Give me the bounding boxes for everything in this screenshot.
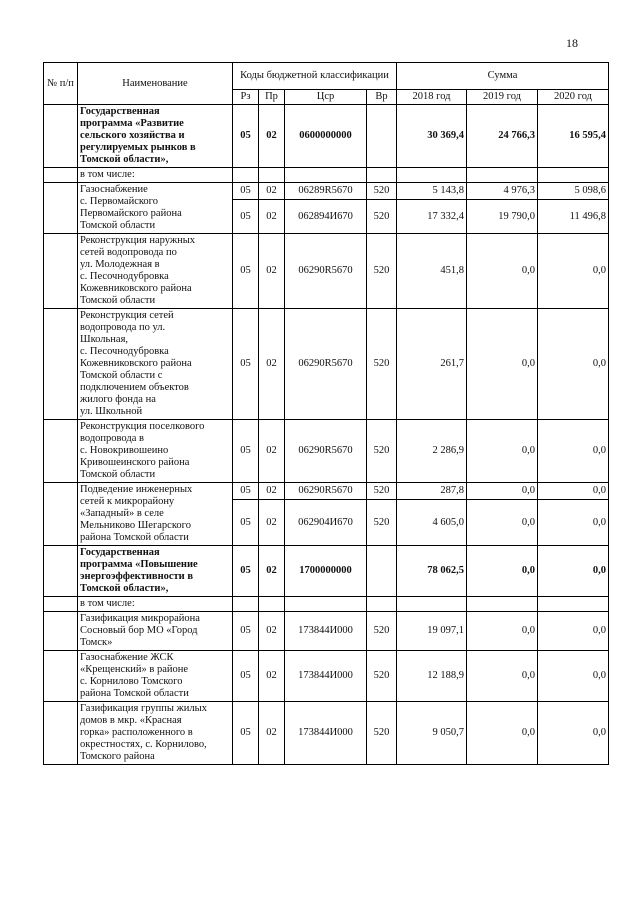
table-row: Газификация микрорайона Сосновый бор МО «Город Томск» 05 02 173844И000 520 19 097,1 0,0 0,0 — [44, 612, 609, 651]
header-2020: 2020 год — [538, 90, 609, 105]
table-row: Реконструкция поселкового водопровода в с. Новокривошеино Кривошеинского района Томской области 05 02 06290R5670 520 2 286,9 0,0 0,0 — [44, 420, 609, 483]
item-name: Реконструкция наружных сетей водопровода по ул. Молодежная в с. Песочнодубровка Кожевниковского района Томской области — [78, 234, 233, 309]
page-number: 18 — [566, 36, 578, 50]
table-row: 05 02 062904И670 520 4 605,0 0,0 0,0 — [44, 500, 609, 546]
header-2019: 2019 год — [467, 90, 538, 105]
item-name: Реконструкция сетей водопровода по ул. Школьная, с. Песочнодубровка Кожевниковского района Томской области с подключением объектов жилого фонда на ул. Школьной — [78, 309, 233, 420]
including-label: в том числе: — [78, 597, 233, 612]
table-row: Реконструкция наружных сетей водопровода по ул. Молодежная в с. Песочнодубровка Кожевниковского района Томской области 05 02 06290R5670 520 451,8 0,0 0,0 — [44, 234, 609, 309]
program-name: Государственная программа «Повышение энергоэффективности в Томской области», — [78, 546, 233, 597]
table-row: Газоснабжение ЖСК «Крещенский» в районе с. Корнилово Томского района Томской области 05 02 173844И000 520 12 188,9 0,0 0,0 — [44, 651, 609, 702]
header-codes: Коды бюджетной классификации — [233, 63, 397, 90]
header-csr: Цср — [285, 90, 367, 105]
item-name: Газоснабжение ЖСК «Крещенский» в районе с. Корнилово Томского района Томской области — [78, 651, 233, 702]
budget-table — [43, 62, 609, 765]
item-name: Подведение инженерных сетей к микрорайону «Западный» в селе Мельниково Шегарского района Томской области — [78, 483, 233, 546]
header-2018: 2018 год — [397, 90, 467, 105]
item-name: Реконструкция поселкового водопровода в с. Новокривошеино Кривошеинского района Томской области — [78, 420, 233, 483]
table-row: Государственная программа «Повышение энергоэффективности в Томской области», 05 02 1700000000 78 062,5 0,0 0,0 — [44, 546, 609, 597]
table-row: Государственная программа «Развитие сельского хозяйства и регулируемых рынков в Томской области», 05 02 0600000000 30 369,4 24 766,3 16 595,4 — [44, 105, 609, 168]
table-row: Газификация группы жилых домов в мкр. «Красная горка» расположенного в окрестностях, с. Корнилово, Томского района 05 02 173844И000 520 9 050,7 0,0 0,0 — [44, 702, 609, 765]
item-name: Газификация группы жилых домов в мкр. «Красная горка» расположенного в окрестностях, с. Корнилово, Томского района — [78, 702, 233, 765]
header-name: Наименование — [78, 63, 233, 105]
table-row: Реконструкция сетей водопровода по ул. Школьная, с. Песочнодубровка Кожевниковского района Томской области с подключением объектов жилого фонда на ул. Школьной 05 02 06290R5670 520 261,7 0,0 0,0 — [44, 309, 609, 420]
header-rz: Рз — [233, 90, 259, 105]
header-num: № п/п — [44, 63, 78, 105]
table-row — [44, 168, 609, 183]
table-row: Газоснабжение с. Первомайского Первомайского района Томской области 05 02 06289R5670 520 5 143,8 4 976,3 5 098,6 — [44, 183, 609, 200]
header-vr: Вр — [367, 90, 397, 105]
table-row: 05 02 062894И670 520 17 332,4 19 790,0 11 496,8 — [44, 200, 609, 234]
header-pr: Пр — [259, 90, 285, 105]
header-row-1 — [44, 63, 609, 90]
item-name: Газификация микрорайона Сосновый бор МО «Город Томск» — [78, 612, 233, 651]
item-name: Газоснабжение с. Первомайского Первомайского района Томской области — [78, 183, 233, 234]
header-sum: Сумма — [397, 63, 609, 90]
table-row — [44, 597, 609, 612]
including-label: в том числе: — [78, 168, 233, 183]
table-row: Подведение инженерных сетей к микрорайону «Западный» в селе Мельниково Шегарского района Томской области 05 02 06290R5670 520 287,8 0,0 0,0 — [44, 483, 609, 500]
program-name: Государственная программа «Развитие сельского хозяйства и регулируемых рынков в Томской области», — [78, 105, 233, 168]
